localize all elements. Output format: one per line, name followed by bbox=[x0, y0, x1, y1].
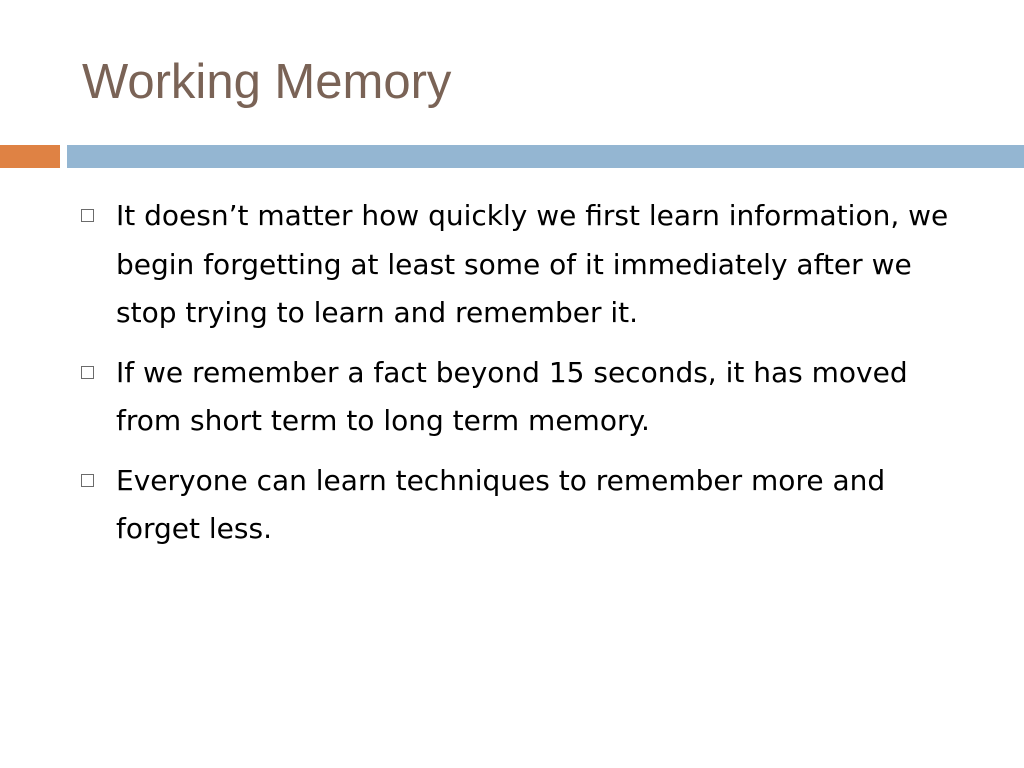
bullet-item bbox=[78, 457, 978, 554]
bullet-item bbox=[78, 349, 978, 446]
bullet-text: If we remember a fact beyond 15 seconds, it has moved from short term to long term memory. bbox=[116, 355, 908, 437]
hollow-square-bullet-icon bbox=[81, 209, 94, 222]
bullet-list bbox=[78, 192, 978, 565]
hollow-square-bullet-icon bbox=[81, 474, 94, 487]
bullet-text: It doesn’t matter how quickly we first learn information, we begin forgetting at least some of it immediately after we stop trying to learn and remember it. bbox=[116, 199, 949, 329]
bullet-item bbox=[78, 192, 978, 338]
bullet-text: Everyone can learn techniques to remember more and forget less. bbox=[116, 463, 886, 545]
accent-bar-blue bbox=[67, 145, 1024, 168]
slide-title: Working Memory bbox=[82, 55, 452, 109]
accent-bar-orange bbox=[0, 145, 60, 168]
hollow-square-bullet-icon bbox=[81, 366, 94, 379]
